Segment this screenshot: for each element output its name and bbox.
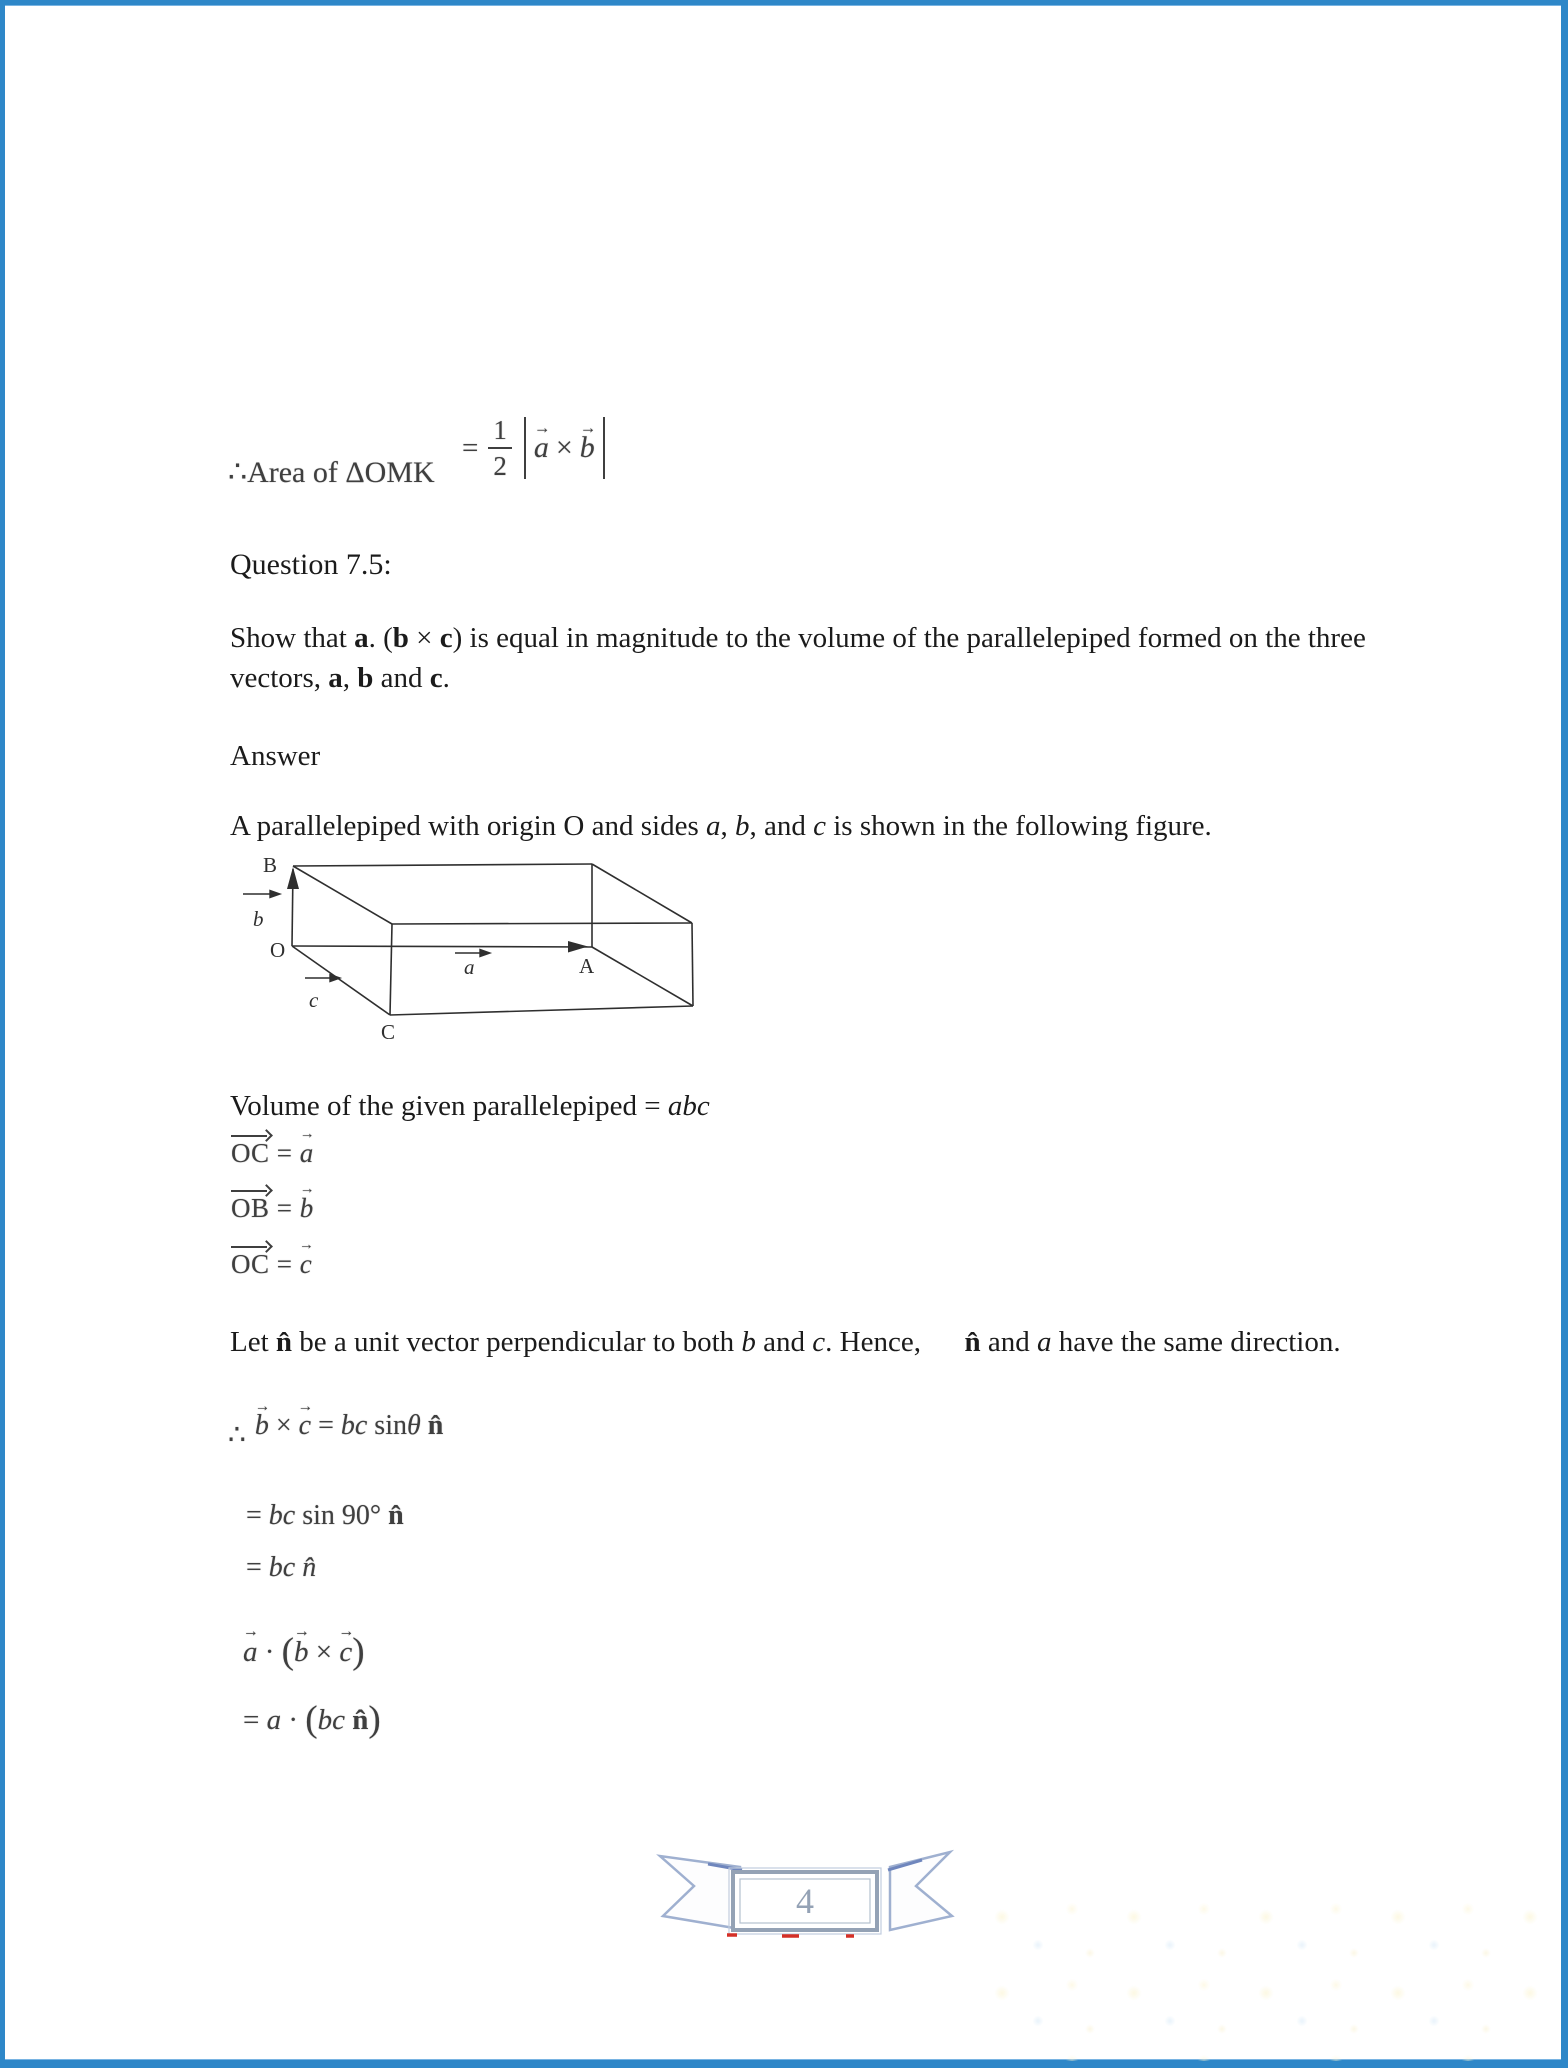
text-segment: c → xyxy=(299,1410,311,1442)
text-segment: . xyxy=(442,662,450,694)
page-border-left xyxy=(0,0,5,2068)
text-segment: · xyxy=(281,1703,306,1736)
vector-a-arrowhead xyxy=(568,941,588,953)
text-segment: , xyxy=(720,810,735,842)
text-segment: a → xyxy=(243,1636,258,1669)
text-segment: bc xyxy=(340,1410,368,1441)
vector-a: a → xyxy=(534,431,549,465)
text-segment: n̂ xyxy=(964,1326,981,1358)
formula-area-prefix: ∴Area of ΔOMK xyxy=(228,456,435,489)
text-segment: abc xyxy=(667,1090,710,1122)
figure-label-B: B xyxy=(263,853,278,877)
page-border-bottom xyxy=(0,2059,1568,2068)
text-segment: c xyxy=(439,622,453,654)
answer-label: Answer xyxy=(230,740,321,772)
text-segment: bc xyxy=(268,1500,296,1531)
text-segment: ( xyxy=(281,1631,295,1672)
page-number-ribbon xyxy=(650,1843,980,1953)
text-segment: and xyxy=(373,662,430,694)
text-segment: b → xyxy=(294,1636,309,1669)
vector-b: b → xyxy=(300,1193,314,1224)
formula-area-math xyxy=(462,400,605,496)
unit-vector-paragraph xyxy=(230,1322,1458,1362)
figure-label-A: A xyxy=(579,954,595,978)
text-segment: n̂ xyxy=(388,1500,404,1531)
text-segment: is shown in the following figure. xyxy=(825,810,1212,842)
text-segment: be a unit vector perpendicular to both xyxy=(292,1326,742,1358)
page-border-top xyxy=(0,0,1568,6)
figure-label-c: c xyxy=(309,988,319,1012)
equals-sign: = xyxy=(269,1193,300,1223)
fraction-denominator: 2 xyxy=(493,450,507,481)
text-segment: a xyxy=(266,1703,282,1736)
formula-oc-equals-a xyxy=(231,1138,314,1169)
text-segment: c → xyxy=(339,1636,352,1669)
times-sign: × xyxy=(555,431,573,464)
formula-a-dot-b-cross-c xyxy=(243,1630,365,1673)
formula-bc-sin90 xyxy=(246,1500,404,1532)
text-segment: b xyxy=(392,622,409,654)
vector-a: a → xyxy=(300,1138,314,1169)
text-segment: n̂ xyxy=(427,1410,444,1441)
text-segment: bc xyxy=(268,1552,303,1583)
page-border-right xyxy=(1561,0,1568,2068)
fraction-one-half xyxy=(488,414,512,481)
text-segment: × xyxy=(308,1635,340,1668)
text-segment: c xyxy=(812,1326,826,1358)
vector-OC: OC xyxy=(231,1249,270,1279)
vector-b: b → xyxy=(580,431,595,465)
text-segment: a xyxy=(1036,1326,1052,1358)
page-number: 4 xyxy=(796,1881,814,1921)
text-segment: b xyxy=(734,810,750,842)
text-segment: = xyxy=(246,1552,269,1583)
text-segment: n̂ xyxy=(352,1703,369,1736)
vector-OC: OC xyxy=(231,1138,270,1168)
formula-b-cross-c xyxy=(228,1408,444,1451)
figure-label-b: b xyxy=(253,907,264,931)
text-segment: = xyxy=(311,1410,341,1441)
formula-oc-equals-c xyxy=(231,1249,312,1280)
question-body xyxy=(230,618,1440,698)
text-segment: ) is equal in magnitude to the volume of the parallelepiped formed on the three vectors, xyxy=(230,622,1366,694)
vector-c: c → xyxy=(300,1249,312,1280)
text-segment: have the same direction. xyxy=(1051,1326,1341,1358)
text-segment: b xyxy=(741,1326,756,1358)
text-segment: = xyxy=(243,1703,267,1736)
text-segment: bc xyxy=(317,1703,353,1736)
text-segment: × xyxy=(268,1410,299,1441)
equals-sign: = xyxy=(269,1249,300,1279)
text-segment: ) xyxy=(368,1699,381,1740)
text-segment: × xyxy=(408,622,440,654)
text-segment: Show that xyxy=(230,622,355,654)
text-segment xyxy=(421,1410,428,1441)
text-segment: sin 90° xyxy=(295,1500,389,1531)
text-segment: Let xyxy=(230,1326,276,1358)
text-segment: sin xyxy=(367,1410,407,1441)
text-segment: ∴ xyxy=(228,1420,246,1451)
figure-label-C: C xyxy=(381,1020,396,1044)
text-segment: Volume of the given parallelepiped = xyxy=(230,1090,668,1122)
text-segment: and xyxy=(755,1326,813,1358)
text-segment: b xyxy=(357,662,374,694)
text-segment: a xyxy=(354,622,369,654)
label-arrows xyxy=(243,891,490,982)
text-segment: , and xyxy=(749,810,814,842)
text-segment: a xyxy=(705,810,721,842)
text-segment: θ xyxy=(406,1410,421,1441)
ribbon-right-wing xyxy=(890,1852,952,1930)
text-segment: c xyxy=(429,662,443,694)
formula-a-dot-bcn xyxy=(243,1698,381,1741)
text-segment: ( xyxy=(305,1699,318,1740)
text-segment: a xyxy=(328,662,343,694)
text-segment: ) xyxy=(352,1631,365,1672)
vector-arrowheads xyxy=(287,867,588,953)
parallelepiped-figure xyxy=(230,845,710,1045)
text-segment: n̂ xyxy=(275,1326,293,1358)
vector-OB: OB xyxy=(231,1193,270,1223)
figure-label-O: O xyxy=(270,938,286,962)
formula-bc-n xyxy=(246,1552,316,1584)
text-segment: · xyxy=(257,1635,282,1668)
equals-sign: = xyxy=(462,431,479,464)
absolute-value-group xyxy=(524,417,605,479)
text-segment: , xyxy=(342,662,358,694)
figure-label-a: a xyxy=(464,955,475,979)
text-segment: . ( xyxy=(368,622,393,654)
equals-sign: = xyxy=(269,1138,300,1168)
figure-intro xyxy=(230,806,1510,846)
volume-line xyxy=(230,1086,710,1126)
text-segment xyxy=(928,1326,964,1358)
formula-area-omk xyxy=(228,400,768,510)
text-segment: and xyxy=(980,1326,1037,1358)
formula-ob-equals-b xyxy=(231,1193,314,1224)
text-segment: n̂ xyxy=(302,1552,317,1583)
text-segment: b → xyxy=(255,1410,269,1442)
text-segment: c xyxy=(813,810,826,842)
red-underline-marks xyxy=(727,1935,854,1936)
text-segment: . Hence, xyxy=(825,1326,929,1358)
question-title: Question 7.5: xyxy=(230,548,392,581)
figure-labels xyxy=(253,853,595,1044)
text-segment xyxy=(248,1410,255,1441)
text-segment: A parallelepiped with origin O and sides xyxy=(230,810,706,842)
vector-b-arrowhead xyxy=(287,867,299,889)
scan-watermark-stains xyxy=(980,1895,1558,2061)
text-segment: = xyxy=(246,1500,269,1531)
fraction-numerator: 1 xyxy=(488,417,512,449)
parallelepiped-edges xyxy=(292,864,693,1015)
